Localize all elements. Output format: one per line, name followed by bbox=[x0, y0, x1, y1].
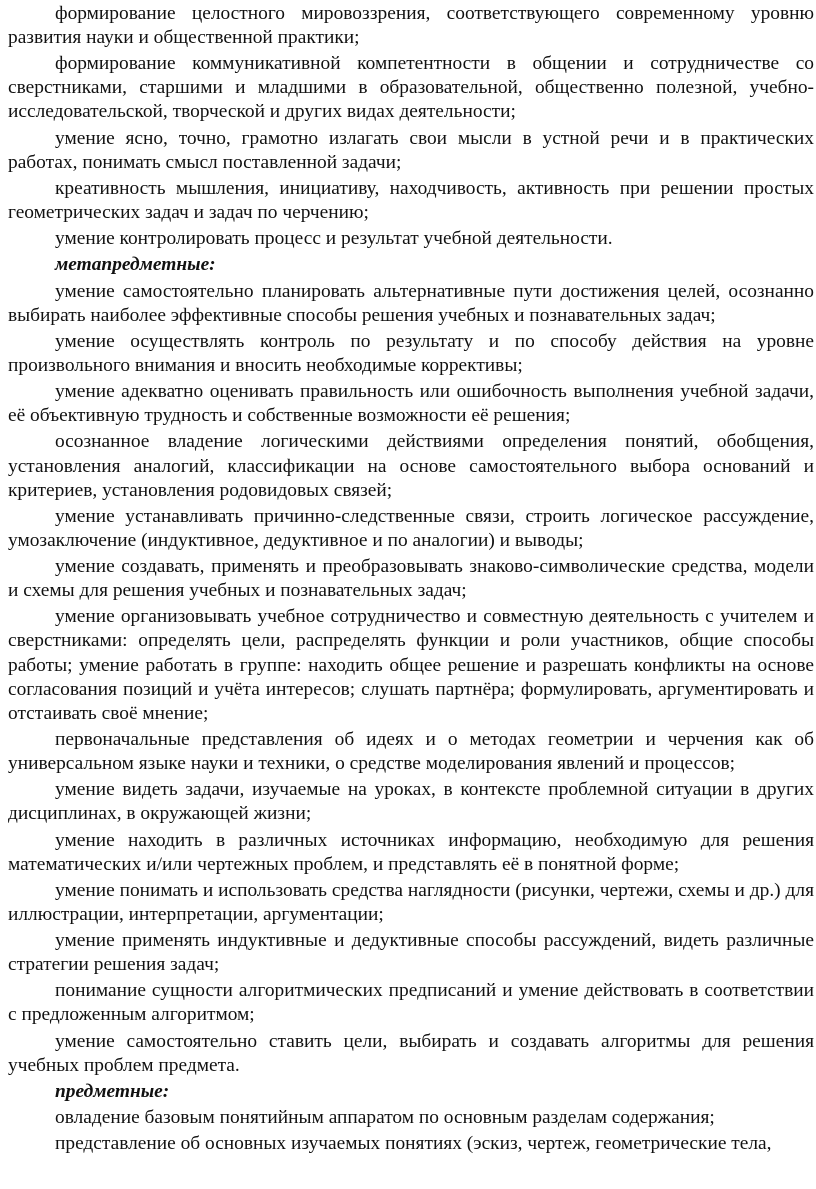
paragraph: умение адекватно оценивать правильность или ошибочность выполнения учебной задачи, её объективную трудность и собственные возможности её решения; bbox=[8, 381, 814, 427]
paragraph: понимание сущности алгоритмических предписаний и умение действовать в соответствии с предложенным алгоритмом; bbox=[8, 980, 814, 1026]
paragraph: первоначальные представления об идеях и о методах геометрии и черчения как об универсальном языке науки и техники, о средстве моделирования явлений и процессов; bbox=[8, 728, 814, 775]
paragraph: умение самостоятельно ставить цели, выбирать и создавать алгоритмы для решения учебных проблем предмета. bbox=[8, 1030, 814, 1076]
paragraph: формирование коммуникативной компетентности в общении и сотрудничестве со сверстниками, старшими и младшими в образовательной, общественно полезной, учебно-исследовательской, творческой и других видах деятельности; bbox=[8, 53, 814, 123]
paragraph: умение создавать, применять и преобразовывать знаково-символические средства, модели и схемы для решения учебных и познавательных задач; bbox=[8, 556, 814, 602]
paragraph: умение самостоятельно планировать альтернативные пути достижения целей, осознанно выбирать наиболее эффективные способы решения учебных и познавательных задач; bbox=[8, 280, 814, 326]
paragraph: формирование целостного мировоззрения, соответствующего современному уровню развития науки и общественной практики; bbox=[8, 3, 814, 49]
paragraph: умение осуществлять контроль по результату и по способу действия на уровне произвольного внимания и вносить необходимые коррективы; bbox=[8, 330, 814, 376]
paragraph: умение понимать и использовать средства наглядности (рисунки, чертежи, схемы и др.) для иллюстрации, интерпретации, аргументации; bbox=[8, 879, 814, 925]
paragraph: осознанное владение логическими действиями определения понятий, обобщения, установления аналогий, классификации на основе самостоятельного выбора оснований и критериев, установления родовидовых связей; bbox=[8, 431, 814, 501]
paragraph: умение находить в различных источниках информацию, необходимую для решения математических и/или чертежных проблем, и представлять её в понятной форме; bbox=[8, 829, 814, 875]
paragraph: овладение базовым понятийным аппаратом по основным разделам содержания; bbox=[55, 1107, 715, 1129]
paragraph: умение ясно, точно, грамотно излагать свои мысли в устной речи и в практических работах, понимать смысл поставленной задачи; bbox=[8, 127, 814, 173]
paragraph: представление об основных изучаемых понятиях (эскиз, чертеж, геометрические тела, bbox=[55, 1133, 772, 1155]
paragraph: умение устанавливать причинно-следственные связи, строить логическое рассуждение, умозаключение (индуктивное, дедуктивное и по аналогии) и выводы; bbox=[8, 505, 814, 551]
paragraph: креативность мышления, инициативу, находчивость, активность при решении простых геометрических задач и задач по черчению; bbox=[8, 177, 814, 224]
paragraph: умение применять индуктивные и дедуктивные способы рассуждений, видеть различные стратегии решения задач; bbox=[8, 930, 814, 976]
paragraph: умение организовывать учебное сотрудничество и совместную деятельность с учителем и сверстниками: определять цели, распределять функции и роли участников, общие способы работы; умение работать в группе: находить общее решение и разрешать конфликты на основе согласования позиций и учёта интересов; слушать партнёра; формулировать, аргументировать и отстаивать своё мнение; bbox=[8, 606, 814, 724]
section-heading-meta: метапредметные: bbox=[55, 254, 216, 276]
paragraph: умение контролировать процесс и результат учебной деятельности. bbox=[55, 228, 613, 250]
paragraph: умение видеть задачи, изучаемые на уроках, в контексте проблемной ситуации в других дисциплинах, в окружающей жизни; bbox=[8, 779, 814, 825]
section-heading-subject: предметные: bbox=[55, 1080, 170, 1102]
